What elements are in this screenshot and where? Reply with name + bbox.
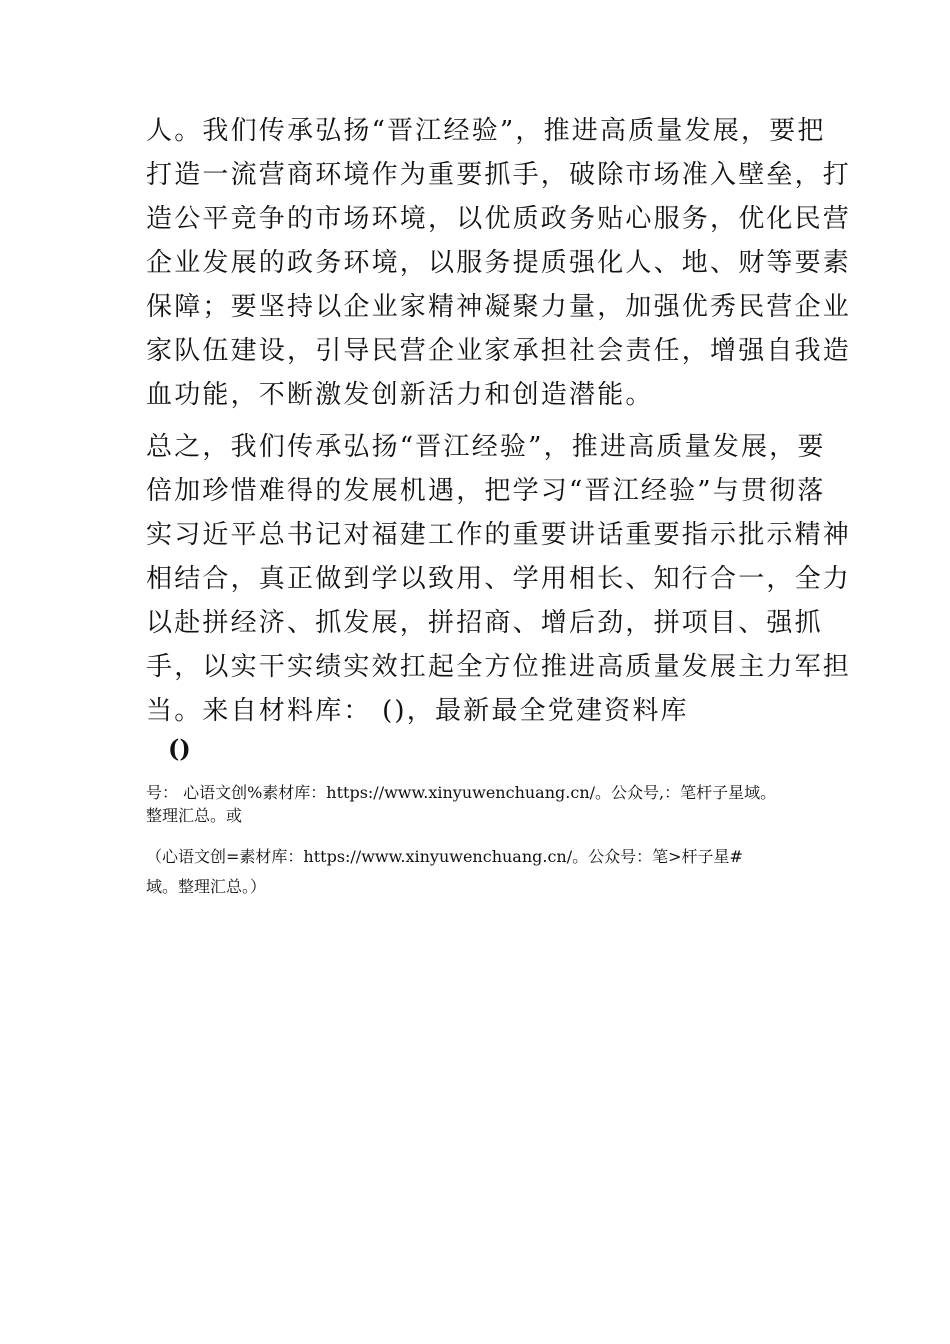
paragraph-line: 打造一流营商环境作为重要抓手，破除市场准入壁垒，打 (146, 160, 852, 190)
paragraph-line: 总之，我们传承弘扬“晋江经验”，推进高质量发展，要 (146, 432, 826, 462)
paragraph-line: 实习近平总书记对福建工作的重要讲话重要指示批示精神 (146, 520, 852, 550)
paragraph-line: 人。我们传承弘扬“晋江经验”，推进高质量发展，要把 (146, 116, 826, 146)
paragraph-line: 企业发展的政务环境，以服务提质强化人、地、财等要素 (146, 248, 852, 278)
paragraph-line: 以赴拼经济、抓发展，拼招商、增后劲，拼项目、强抓 (146, 608, 823, 638)
paragraph-line: 倍加珍惜难得的发展机遇，把学习“晋江经验”与贯彻落 (146, 476, 826, 506)
paren-mark: () (168, 734, 191, 763)
note-line: 域。整理汇总。） (146, 877, 267, 896)
paragraph-line: 保障；要坚持以企业家精神凝聚力量，加强优秀民营企业 (146, 292, 852, 322)
paragraph-line: 当。来自材料库： ()，最新最全党建资料库 (146, 696, 689, 726)
paragraph-line: 相结合，真正做到学以致用、学用相长、知行合一，全力 (146, 564, 852, 594)
paragraph-line: 血功能，不断激发创新活力和创造潜能。 (146, 380, 654, 410)
paragraph-line: 造公平竞争的市场环境，以优质政务贴心服务，优化民营 (146, 204, 852, 234)
paragraph-line: 家队伍建设，引导民营企业家承担社会责任，增强自我造 (146, 336, 852, 366)
note-line: 号： 心语文创%素材库：https://www.xinyuwenchuang.cn/。公众号,：笔杆子星域。 (146, 783, 777, 802)
paragraph-line: 手，以实干实绩实效扛起全方位推进高质量发展主力军担 (146, 652, 852, 682)
note-line: 整理汇总。或 (146, 806, 243, 825)
note-line: （心语文创=素材库：https://www.xinyuwenchuang.cn/。公众号：笔>杆子星# (146, 847, 743, 866)
